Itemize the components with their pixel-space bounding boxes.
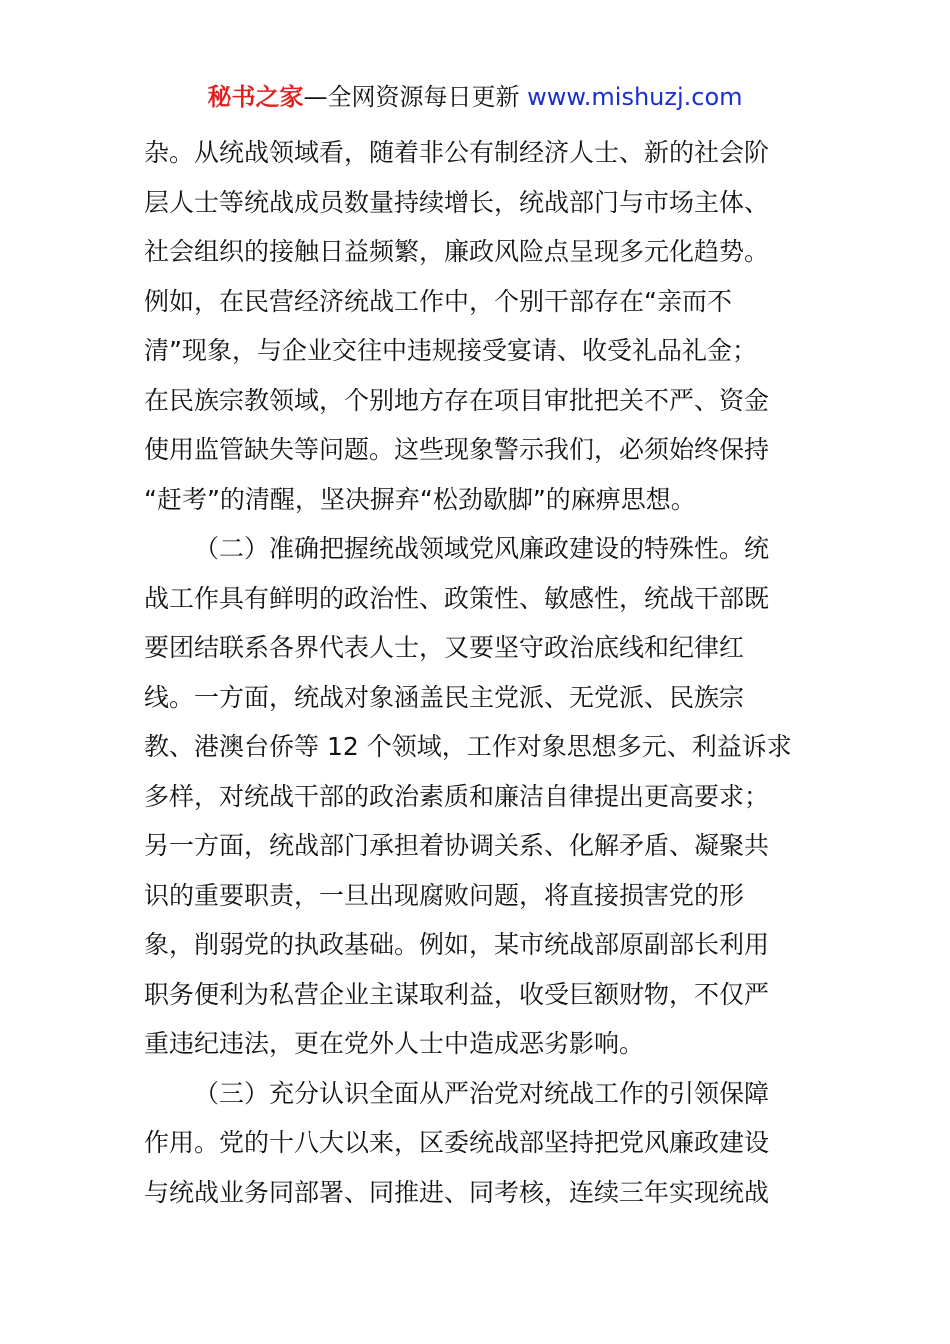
body-line: 在民族宗教领域，个别地方存在项目审批把关不严、资金 bbox=[144, 385, 770, 415]
body-line: 识的重要职责，一旦出现腐败问题，将直接损害党的形 bbox=[144, 880, 745, 910]
body-line: 作用。党的十八大以来，区委统战部坚持把党风廉政建设 bbox=[144, 1128, 770, 1157]
body-line: 象，削弱党的执政基础。例如，某市统战部原副部长利用 bbox=[144, 930, 770, 959]
body-line: 层人士等统战成员数量持续增长，统战部门与市场主体、 bbox=[144, 187, 770, 217]
body-line: 职务便利为私营企业主谋取利益，收受巨额财物，不仅严 bbox=[144, 979, 770, 1009]
body-line: 战工作具有鲜明的政治性、政策性、敏感性，统战干部既 bbox=[144, 583, 770, 613]
body-line: 多样，对统战干部的政治素质和廉洁自律提出更高要求； bbox=[144, 781, 770, 811]
body-line: “赶考”的清醒，坚决摒弃“松劲歇脚”的麻痹思想。 bbox=[144, 484, 696, 514]
document-body bbox=[144, 128, 814, 1217]
site-brand: 秘书之家 bbox=[207, 83, 304, 111]
body-line: 另一方面，统战部门承担着协调关系、化解矛盾、凝聚共 bbox=[144, 831, 770, 860]
body-line: 杂。从统战领域看，随着非公有制经济人士、新的社会阶 bbox=[144, 138, 770, 167]
site-header bbox=[0, 80, 950, 114]
site-url-link[interactable]: www.mishuzj.com bbox=[527, 83, 743, 111]
site-tagline: —全网资源每日更新 bbox=[303, 83, 528, 111]
body-line: 要团结联系各界代表人士，又要坚守政治底线和纪律红 bbox=[144, 633, 745, 662]
body-line: 重违纪违法，更在党外人士中造成恶劣影响。 bbox=[144, 1029, 645, 1058]
body-line: 社会组织的接触日益频繁，廉政风险点呈现多元化趋势。 bbox=[144, 237, 770, 266]
section-heading-2: （二）准确把握统战领域党风廉政建设的特殊性。统 bbox=[194, 534, 770, 563]
body-line: 教、港澳台侨等 12 个领域，工作对象思想多元、利益诉求 bbox=[144, 732, 792, 761]
body-line: 清”现象，与企业交往中违规接受宴请、收受礼品礼金； bbox=[144, 336, 757, 365]
body-line: 线。一方面，统战对象涵盖民主党派、无党派、民族宗 bbox=[144, 682, 745, 712]
section-heading-3: （三）充分认识全面从严治党对统战工作的引领保障 bbox=[194, 1078, 770, 1108]
body-line: 与统战业务同部署、同推进、同考核，连续三年实现统战 bbox=[144, 1177, 770, 1207]
body-line: 例如，在民营经济统战工作中，个别干部存在“亲而不 bbox=[144, 286, 732, 316]
body-line: 使用监管缺失等问题。这些现象警示我们，必须始终保持 bbox=[144, 435, 770, 464]
